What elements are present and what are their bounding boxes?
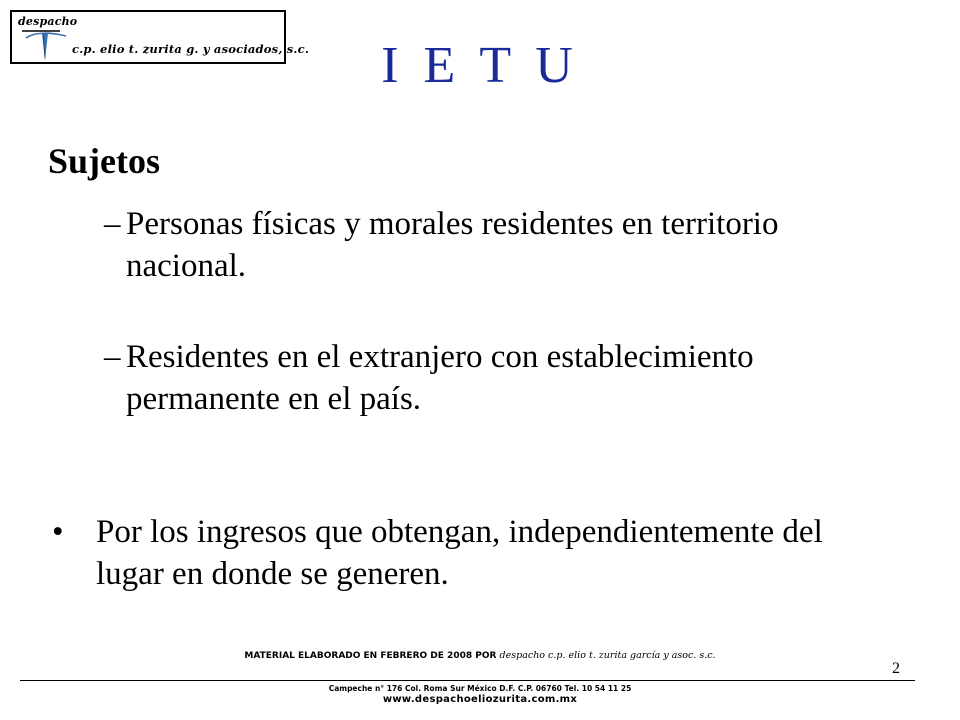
dash-marker: –: [104, 339, 121, 375]
footer-note-firm: despacho c.p. elio t. zurita garcía y asoc. s.c.: [499, 650, 716, 661]
section-heading: Sujetos: [48, 141, 161, 181]
sub-item: [104, 203, 824, 287]
sub-item-text: Residentes en el extranjero con establecimiento permanente en el país.: [126, 339, 754, 417]
sub-item-text: Personas físicas y morales residentes en territorio nacional.: [126, 206, 779, 284]
footer-address: Campeche n° 176 Col. Roma Sur México D.F. C.P. 06760 Tel. 10 54 11 25: [328, 684, 632, 693]
slide-title: I E T U: [381, 37, 579, 94]
footer-divider: [20, 680, 915, 681]
page-number: 2: [892, 660, 900, 677]
bullet-marker: •: [52, 514, 64, 550]
bullet-item: [52, 511, 852, 595]
logo-word: despacho: [18, 15, 78, 28]
bullet-text: Por los ingresos que obtengan, independientemente del lugar en donde se generen.: [96, 514, 823, 592]
footer-note: [0, 650, 960, 661]
logo-firm-name: c.p. elio t. zurita g. y asociados, s.c.: [72, 42, 310, 56]
footer-note-prefix: MATERIAL ELABORADO EN FEBRERO DE 2008 POR: [244, 651, 500, 661]
dash-marker: –: [104, 206, 121, 242]
footer-website: www.despachoeliozurita.com.mx: [382, 694, 578, 705]
sub-item: [104, 336, 824, 420]
